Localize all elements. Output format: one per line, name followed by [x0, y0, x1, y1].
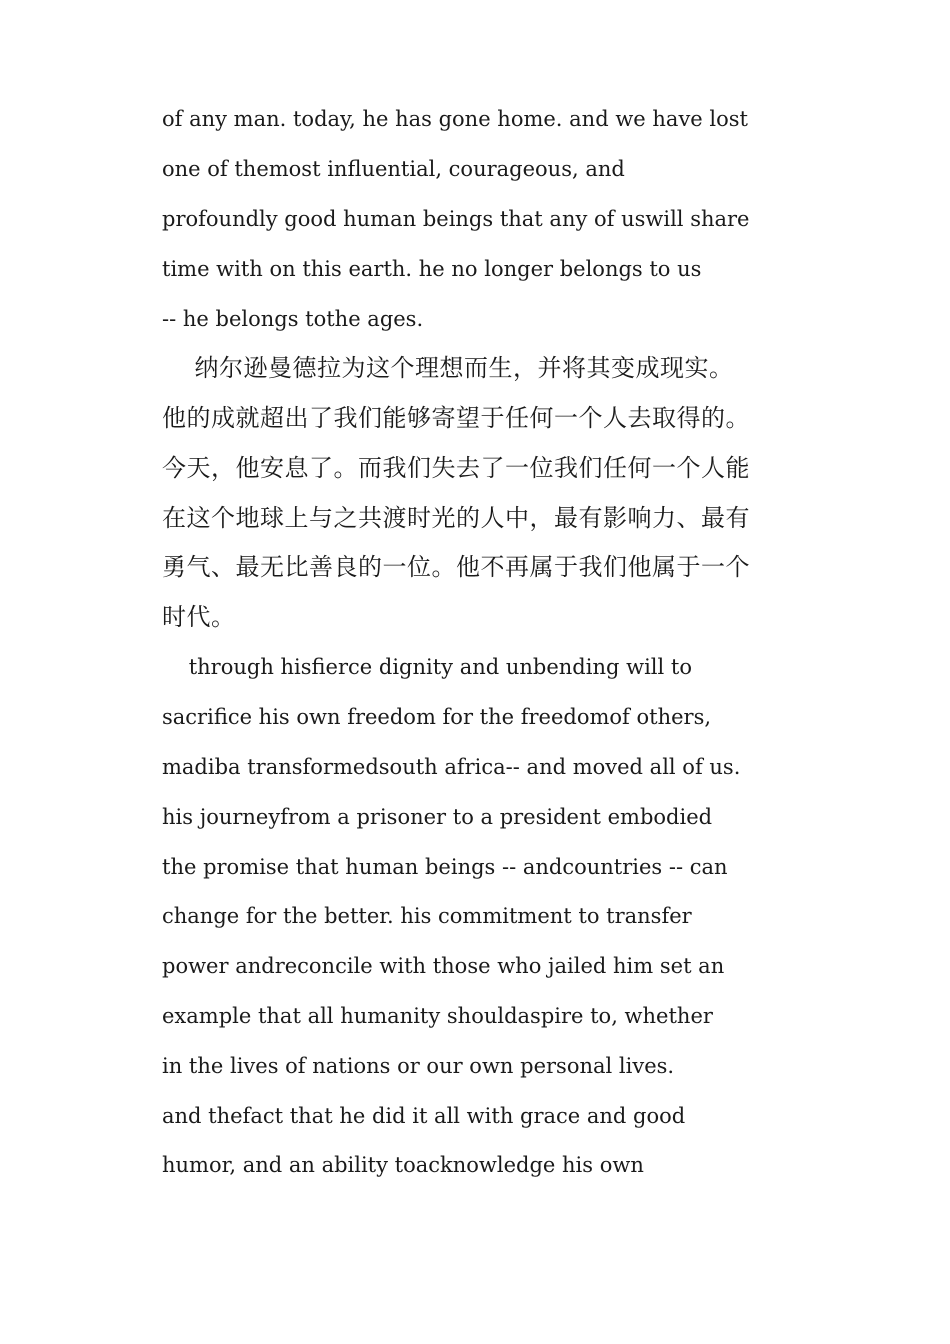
paragraph-2-line-1: 纳尔逊曼德拉为这个理想而生，并将其变成现实。 — [162, 354, 734, 382]
paragraph-2-line-3: 今天，他安息了。而我们失去了一位我们任何一个人能 — [162, 454, 750, 482]
paragraph-2-line-6: 时代。 — [162, 603, 236, 631]
paragraph-3-line-7: power andreconcile with those who jailed him set an — [162, 954, 725, 978]
paragraph-3-line-8: example that all humanity shouldaspire to, whether — [162, 1004, 713, 1028]
paragraph-3-line-11: humor, and an ability toacknowledge his own — [162, 1153, 644, 1177]
paragraph-2-line-2: 他的成就超出了我们能够寄望于任何一个人去取得的。 — [162, 404, 750, 432]
paragraph-2-line-5: 勇气、最无比善良的一位。他不再属于我们他属于一个 — [162, 553, 750, 581]
paragraph-3-line-2: sacrifice his own freedom for the freedomof others, — [162, 705, 712, 729]
paragraph-1-line-3: profoundly good human beings that any of uswill share — [162, 207, 750, 231]
paragraph-3-line-10: and thefact that he did it all with grace and good — [162, 1104, 686, 1128]
paragraph-3-line-9: in the lives of nations or our own personal lives. — [162, 1054, 675, 1078]
paragraph-3-line-3: madiba transformedsouth africa-- and moved all of us. — [162, 755, 741, 779]
paragraph-3-line-5: the promise that human beings -- andcountries -- can — [162, 855, 728, 879]
paragraph-2-line-4: 在这个地球上与之共渡时光的人中，最有影响力、最有 — [162, 504, 750, 532]
paragraph-1-line-5: -- he belongs tothe ages. — [162, 307, 424, 331]
paragraph-1-line-2: one of themost influential, courageous, and — [162, 157, 625, 181]
paragraph-1-line-1: of any man. today, he has gone home. and we have lost — [162, 107, 748, 131]
paragraph-3-line-1: through hisfierce dignity and unbending will to — [162, 655, 692, 679]
paragraph-1-line-4: time with on this earth. he no longer belongs to us — [162, 257, 702, 281]
paragraph-3-line-6: change for the better. his commitment to transfer — [162, 904, 692, 928]
paragraph-3-line-4: his journeyfrom a prisoner to a president embodied — [162, 805, 713, 829]
